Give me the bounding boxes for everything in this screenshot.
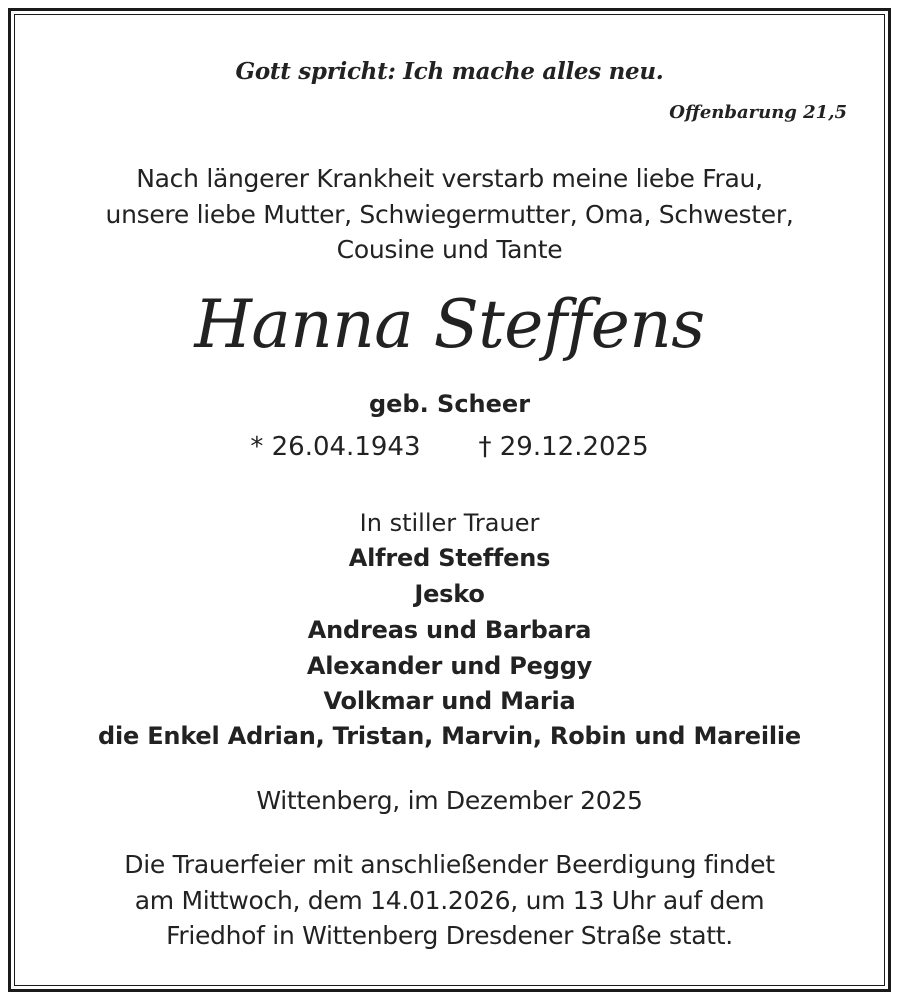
bible-quote: Gott spricht: Ich mache alles neu. [235,58,664,85]
funeral-info-line: Friedhof in Wittenberg Dresdener Straße statt. [166,921,733,950]
birth-date: * 26.04.1943 [250,432,421,462]
family-grandchildren: die Enkel Adrian, Tristan, Marvin, Robin und Mareilie [98,722,801,750]
inner-border [14,14,885,986]
mourning-heading: In stiller Trauer [359,509,540,537]
funeral-info-line: am Mittwoch, dem 14.01.2026, um 13 Uhr auf dem [134,886,765,915]
family-member: Alexander und Peggy [306,652,593,680]
funeral-info-line: Die Trauerfeier mit anschließender Beerdigung findet [124,850,775,879]
family-member: Volkmar und Maria [323,687,576,715]
intro-line: Cousine und Tante [336,235,563,264]
family-member: Alfred Steffens [348,544,551,572]
death-date: † 29.12.2025 [478,432,649,462]
life-dates [0,434,899,460]
place-date: Wittenberg, im Dezember 2025 [256,786,643,815]
deceased-name: Hanna Steffens [194,286,705,363]
maiden-name: geb. Scheer [368,390,531,418]
family-member: Andreas und Barbara [307,616,592,644]
intro-line: Nach längerer Krankheit verstarb meine liebe Frau, [136,164,763,193]
family-member: Jesko [414,580,485,608]
intro-line: unsere liebe Mutter, Schwiegermutter, Oma, Schwester, [105,200,794,229]
bible-reference: Offenbarung 21,5 [669,102,847,123]
